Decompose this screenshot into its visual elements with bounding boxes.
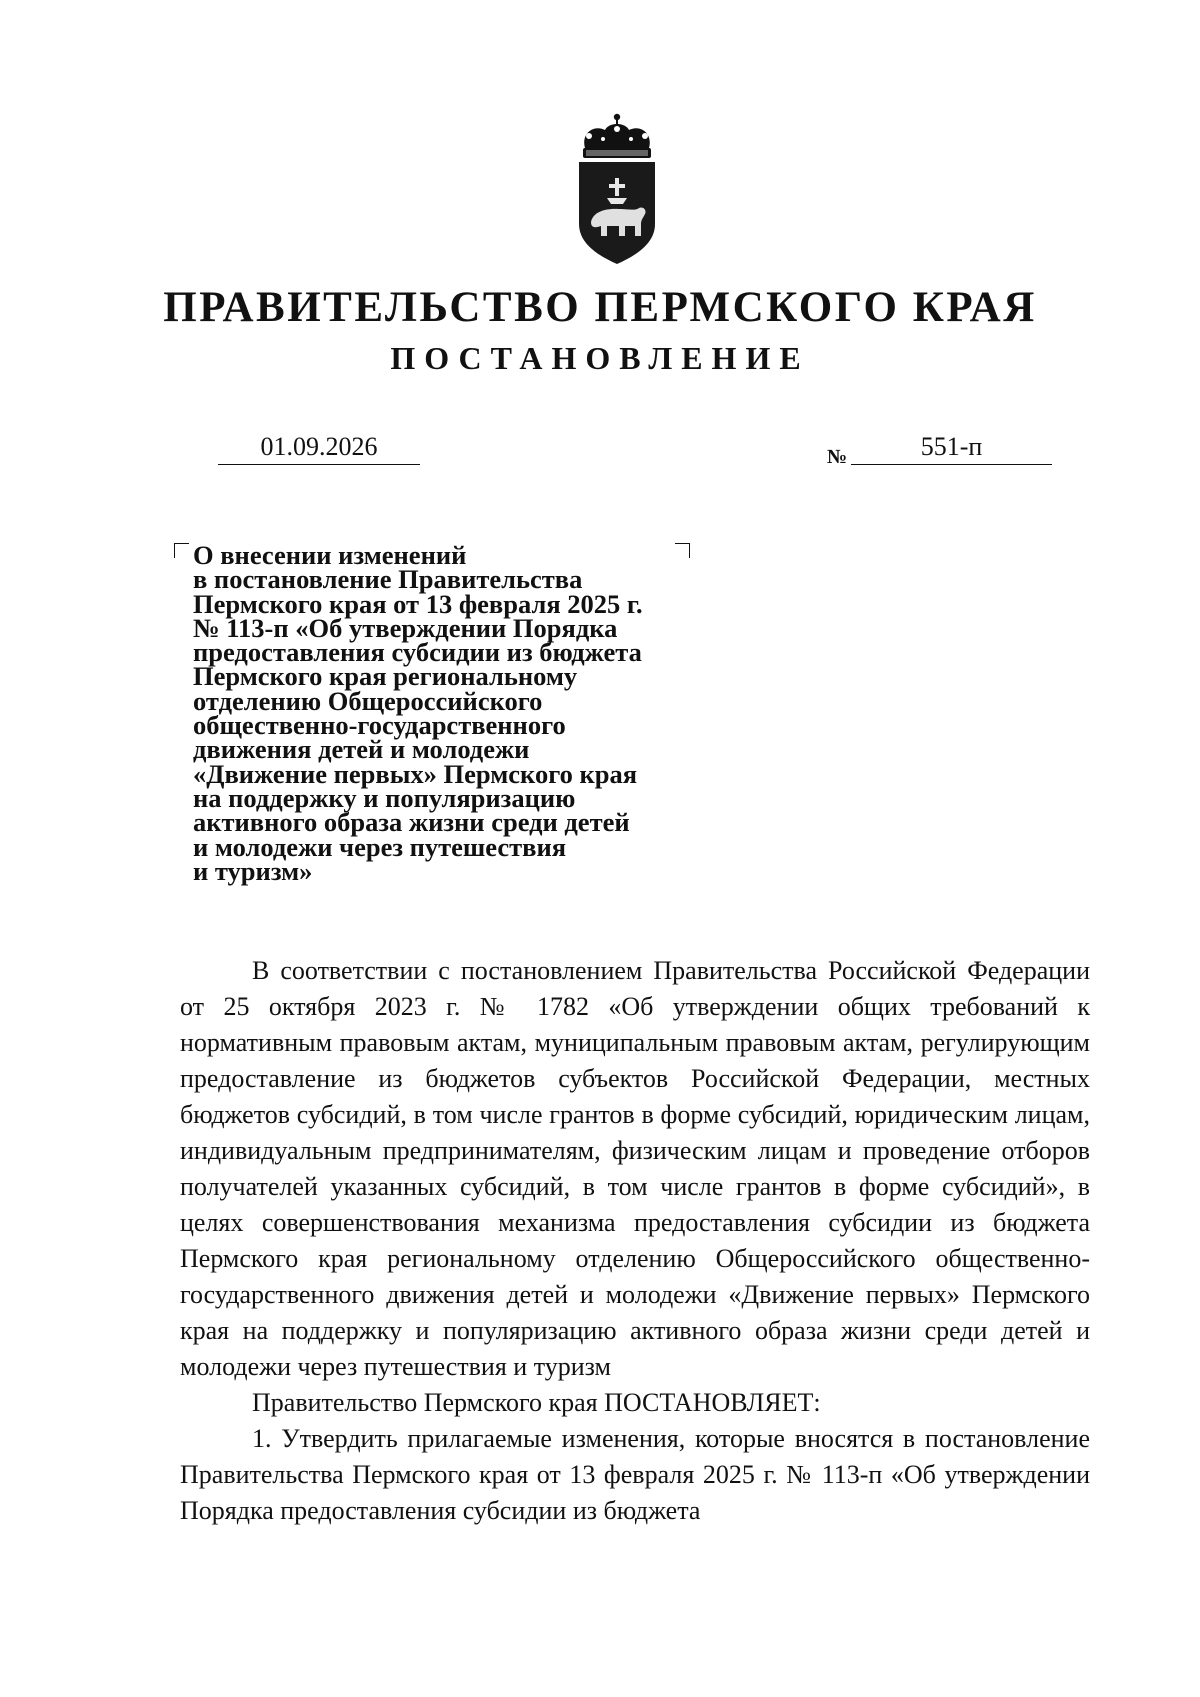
coat-of-arms-icon (571, 112, 663, 266)
subject-line: активного образа жизни среди детей (193, 807, 630, 838)
subject-line: предоставления субсидии из бюджета (193, 637, 642, 668)
document-body (180, 953, 1090, 1529)
subject-line: отделению Общероссийского (193, 685, 543, 716)
subject-line: «Движение первых» Пермского края (193, 758, 638, 789)
item-1-paragraph: 1. Утвердить прилагаемые изменения, которые вносятся в постановление Правительства Пермского края от 13 февраля 2025 г. № 113-п «Об утверждении Порядка предоставления субсидии из бюджета (180, 1424, 1090, 1525)
organization-title: ПРАВИТЕЛЬСТВО ПЕРМСКОГО КРАЯ (163, 284, 1037, 331)
subject-line: Пермского края от 13 февраля 2025 г. (193, 588, 643, 619)
subject-line: общественно-государственного (193, 710, 566, 741)
document-date: 01.09.2026 (218, 430, 420, 465)
subject-line: на поддержку и популяризацию (193, 782, 576, 813)
subject-line: № 113-п «Об утверждении Порядка (193, 612, 618, 643)
subject-line: в постановление Правительства (193, 564, 583, 595)
document-number: 551-п (851, 430, 1052, 465)
resolution-statement: Правительство Пермского края ПОСТАНОВЛЯЕТ: (252, 1388, 821, 1417)
subject-line: движения детей и молодежи (193, 734, 530, 765)
subject-line: Пермского края региональному (193, 661, 578, 692)
document-type: ПОСТАНОВЛЕНИЕ (390, 340, 810, 376)
subject-line: и молодежи через путешествия (193, 831, 567, 862)
subject-line: О внесении изменений (193, 540, 467, 570)
document-subject (193, 540, 683, 886)
number-sign: № (827, 446, 848, 468)
preamble-paragraph: В соответствии с постановлением Правительства Российской Федерации от 25 октября 2023 г. № 1782 «Об утверждении общих требований к нормативным правовым актам, муниципальным правовым актам, регулирующим предоставление из бюджетов субъектов Российской Федерации, местных бюджетов субсидий, в том числе грантов в форме субсидий, юридическим лицам, индивидуальным предпринимателям, физическим лицам и проведение отборов получателей указанных субсидий, в том числе грантов в форме субсидий», в целях совершенствования механизма предоставления субсидии из бюджета Пермского края региональному отделению Общероссийского общественно-государственного движения детей и молодежи «Движение первых» Пермского края на поддержку и популяризацию активного образа жизни среди детей и молодежи через путешествия и туризм (180, 956, 1090, 1381)
subject-corner-left (174, 543, 189, 558)
subject-line: и туризм» (193, 855, 313, 886)
